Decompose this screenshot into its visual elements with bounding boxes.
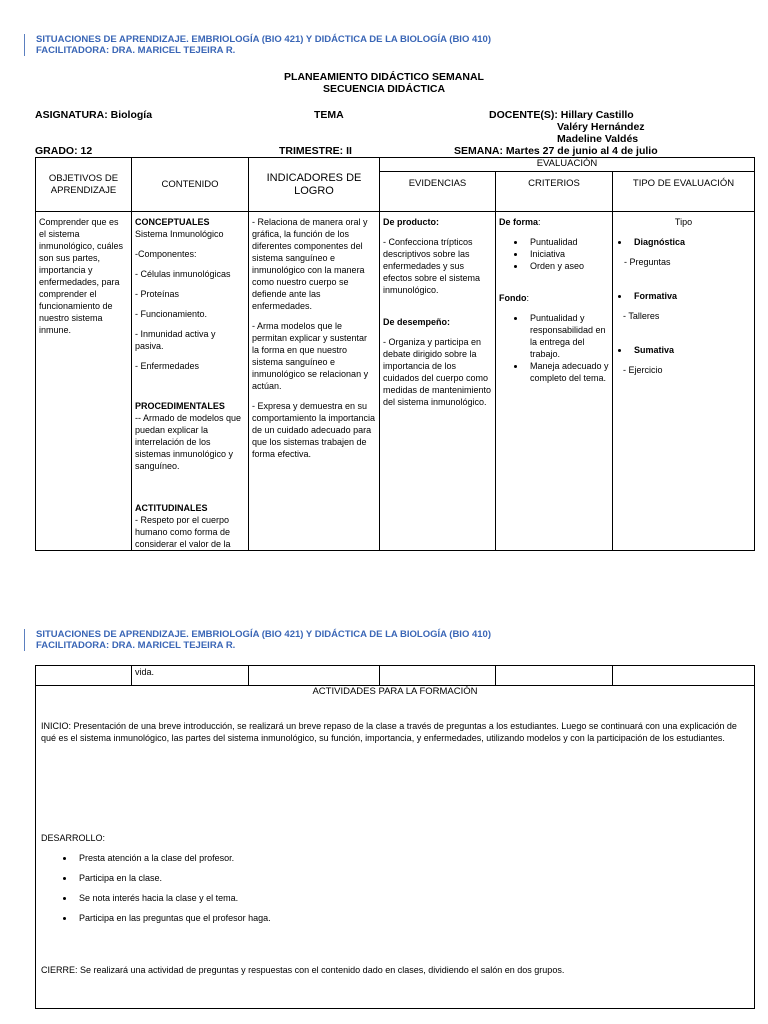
facilitator-line: FACILITADORA: DRA. MARICEL TEJEIRA R. <box>36 45 236 56</box>
procedimentales-title: PROCEDIMENTALES <box>135 401 225 411</box>
asignatura: ASIGNATURA: Biología <box>35 109 153 121</box>
grado: GRADO: 12 <box>35 145 93 157</box>
contenido-cell <box>132 212 249 551</box>
desarrollo-item: • Participa en las preguntas que el profesor haga. <box>75 912 749 924</box>
sumativa-label: • Sumativa <box>630 344 751 356</box>
tipo-sumativa <box>616 344 751 356</box>
desarrollo-item: • Se nota interés hacia la clase y el tema. <box>75 892 749 904</box>
criterio-item: • Iniciativa <box>526 248 609 260</box>
diagnostica-label: • Diagnóstica <box>630 236 751 248</box>
course-line: SITUACIONES DE APRENDIZAJE. EMBRIOLOGÍA (BIO 421) Y DIDÁCTICA DE LA BIOLOGÍA (BIO 410) <box>36 34 491 45</box>
docente-1: DOCENTE(S): Hillary Castillo <box>489 109 634 121</box>
cierre-text: CIERRE: Se realizará una actividad de preguntas y respuestas con el contenido dado en clases, dividiendo el salón en dos grupos. <box>41 965 565 975</box>
actitudinales-text: - Respeto por el cuerpo humano como forma de considerar el valor de la <box>135 515 231 549</box>
tipo-diagnostica <box>616 236 751 248</box>
producto-title: De producto: <box>383 217 439 227</box>
criterio-item: • Orden y aseo <box>526 260 609 272</box>
actitudinales-title: ACTITUDINALES <box>135 503 208 513</box>
continuation-cell <box>249 666 380 686</box>
forma-list <box>499 236 609 272</box>
course-line: SITUACIONES DE APRENDIZAJE. EMBRIOLOGÍA (BIO 421) Y DIDÁCTICA DE LA BIOLOGÍA (BIO 410) <box>36 629 491 640</box>
objetivos-text: Comprender que es el sistema inmunológico, cuáles son sus partes, importancia y enfermedades, para comprender el funcionamiento de nuestro sistema inmune. <box>39 217 124 335</box>
tipo-cell <box>613 212 755 551</box>
desarrollo-list <box>41 852 749 924</box>
continuation-contenido: vida. <box>132 666 249 686</box>
trimestre: TRIMESTRE: II <box>279 145 352 157</box>
header-evidencias: EVIDENCIAS <box>380 172 496 212</box>
planning-table <box>35 157 755 551</box>
desempeno-text: - Organiza y participa en debate dirigido sobre la importancia de los cuidados del cuerpo como medidas de mantenimiento del sistema inmunológico. <box>383 337 492 407</box>
doc-subtitle: SECUENCIA DIDÁCTICA <box>322 83 446 95</box>
actividades-cell <box>36 686 755 1009</box>
indicador-item: - Relaciona de manera oral y gráfica, la función de los diferentes componentes del sistema sanguíneo e inmunológico con la manera como nuestro cuerpo se defiende ante las enfermedades. <box>252 217 368 311</box>
header-objetivos: OBJETIVOS DE APRENDIZAJE <box>36 158 132 212</box>
content-item: - Funcionamiento. <box>135 309 208 319</box>
objetivos-cell <box>36 212 132 551</box>
content-item: - Células inmunológicas <box>135 269 231 279</box>
continuation-cell <box>496 666 613 686</box>
fondo-list <box>499 312 609 384</box>
activities-table <box>35 665 755 1009</box>
docente-3: Madeline Valdés <box>557 133 639 145</box>
desarrollo-item: • Presta atención a la clase del profesor. <box>75 852 749 864</box>
diagnostica-sub: - Preguntas <box>624 257 671 267</box>
inicio-text: INICIO: Presentación de una breve introducción, se realizará un breve repaso de la clase a través de preguntas a los estudiantes. Luego se continuará con una explicación de qué es el sistema inmunológico, las partes del sistema inmunológico, su función, importancia, y enfermedades, utilizando modelos y con la participación de los estudiantes. <box>41 721 737 743</box>
header-criterios: CRITERIOS <box>496 172 613 212</box>
doc-title: PLANEAMIENTO DIDÁCTICO SEMANAL <box>284 71 484 83</box>
content-item: - Enfermedades <box>135 361 200 371</box>
indicador-item: - Arma modelos que le permitan explicar y sustentar la forma en que nuestro sistema sanguíneo e inmunológico se relacionan y actúan. <box>252 321 369 391</box>
semana: SEMANA: Martes 27 de junio al 4 de julio <box>454 145 658 157</box>
continuation-cell <box>380 666 496 686</box>
content-item: - Inmunidad activa y pasiva. <box>135 329 216 351</box>
desarrollo-title: DESARROLLO: <box>41 833 106 843</box>
header-contenido: CONTENIDO <box>132 158 249 212</box>
tipo-label: Tipo <box>674 217 693 227</box>
content-item: - Proteínas <box>135 289 180 299</box>
forma-colon: : <box>538 217 541 227</box>
header-evaluacion: EVALUACIÓN <box>380 158 755 172</box>
evidencias-cell <box>380 212 496 551</box>
content-item: -Componentes: <box>135 249 197 259</box>
formativa-label: • Formativa <box>630 290 751 302</box>
tipo-formativa <box>616 290 751 302</box>
continuation-cell <box>36 666 132 686</box>
criterio-item: • Maneja adecuado y completo del tema. <box>526 360 609 384</box>
continuation-cell <box>613 666 755 686</box>
document-header-page2 <box>24 629 491 651</box>
header-indicadores: INDICADORES DE LOGRO <box>249 158 380 212</box>
formativa-sub: - Talleres <box>623 311 660 321</box>
sumativa-sub: - Ejercicio <box>623 365 663 375</box>
fondo-colon: : <box>526 293 530 303</box>
conceptuales-title: CONCEPTUALES <box>135 217 210 227</box>
header-tipo-evaluacion: TIPO DE EVALUACIÓN <box>613 172 755 212</box>
fondo-title: Fondo <box>499 293 527 303</box>
criterio-item: • Puntualidad y responsabilidad en la entrega del trabajo. <box>526 312 609 360</box>
procedimentales-text: -- Armado de modelos que puedan explicar la interrelación de los sistemas inmunológico y sanguíneo. <box>135 413 242 471</box>
desempeno-title: De desempeño: <box>383 317 451 327</box>
content-item: Sistema Inmunológico <box>135 229 224 239</box>
forma-title: De forma <box>499 217 539 227</box>
criterio-item: • Puntualidad <box>526 236 609 248</box>
actividades-title: ACTIVIDADES PARA LA FORMACIÓN <box>312 686 478 697</box>
producto-text: - Confecciona trípticos descriptivos sobre las enfermedades y sus efectos sobre el sistema inmunológico. <box>383 237 481 295</box>
indicadores-cell <box>249 212 380 551</box>
tema: TEMA <box>314 109 344 121</box>
docente-2: Valéry Hernández <box>557 121 645 133</box>
facilitator-line: FACILITADORA: DRA. MARICEL TEJEIRA R. <box>36 640 236 651</box>
criterios-cell <box>496 212 613 551</box>
document-header <box>24 34 491 56</box>
indicador-item: - Expresa y demuestra en su comportamiento la importancia de un cuidado adecuado para que los sistemas trabajen de forma efectiva. <box>252 401 376 459</box>
desarrollo-item: • Participa en la clase. <box>75 872 749 884</box>
